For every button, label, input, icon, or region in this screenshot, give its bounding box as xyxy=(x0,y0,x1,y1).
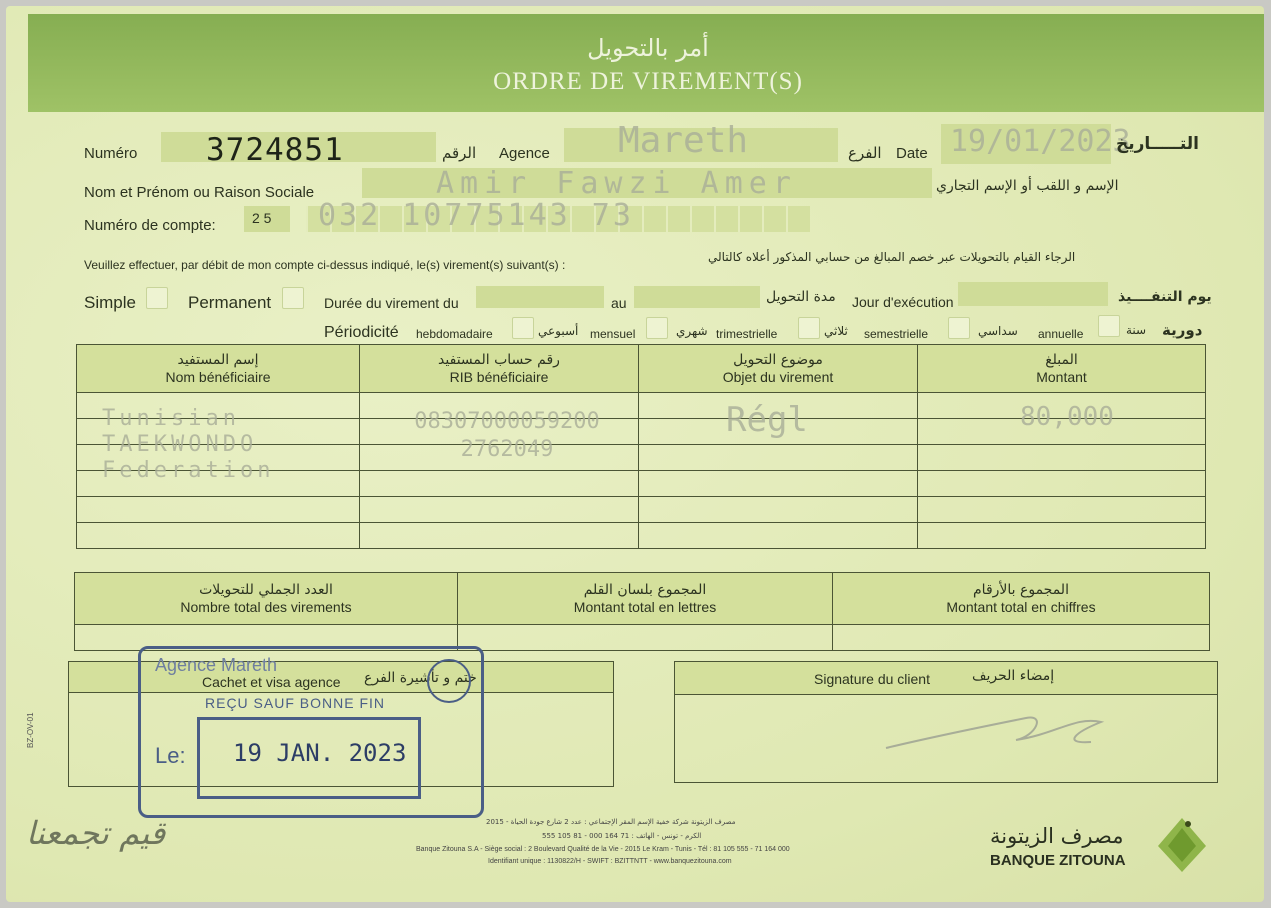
period-hebdo-checkbox[interactable] xyxy=(512,317,534,339)
period-sem-label: semestrielle xyxy=(864,327,929,341)
header-band xyxy=(28,14,1264,112)
table-row xyxy=(77,497,1206,523)
stamp-seal xyxy=(427,659,471,703)
period-annuelle-checkbox[interactable] xyxy=(1098,315,1120,337)
stamp-le: Le: xyxy=(155,743,186,768)
periodicite-label: Périodicité xyxy=(324,324,399,341)
period-hebdo-arabic: أسبوعي xyxy=(538,324,579,338)
nom-handwritten: Amir Fawzi Amer xyxy=(436,166,797,201)
stamp-date: 19 JAN. 2023 xyxy=(233,739,407,767)
period-annuelle-arabic: سنة xyxy=(1126,323,1147,337)
period-mensuel-label: mensuel xyxy=(590,327,636,341)
period-trim-checkbox[interactable] xyxy=(798,317,820,339)
table-row xyxy=(77,523,1206,549)
agence-handwritten: Mareth xyxy=(618,120,749,161)
period-trim-arabic: ثلاثي xyxy=(824,324,848,338)
zitouna-logo-icon xyxy=(1154,814,1210,876)
signature-arabic: إمضاء الحريف xyxy=(972,668,1055,684)
title-arabic: أمر بالتحويل xyxy=(587,34,709,62)
date-handwritten: 19/01/2023 xyxy=(950,124,1131,159)
compte-prefix: 2 5 xyxy=(252,210,272,226)
periodicite-arabic: دورية xyxy=(1162,321,1203,339)
date-arabic: التـــــاريخ xyxy=(1116,134,1200,154)
objet-handwritten: Régl xyxy=(726,400,808,440)
jour-label: Jour d'exécution xyxy=(852,294,954,310)
nom-label: Nom et Prénom ou Raison Sociale xyxy=(84,184,315,201)
instruction-french: Veuillez effectuer, par débit de mon compte ci-dessus indiqué, le(s) virement(s) suivant(s) : xyxy=(84,258,566,272)
instruction-arabic: الرجاء القيام بالتحويلات عبر خصم المبالغ من حسابي المذكور أعلاه كالتالي xyxy=(708,250,1076,264)
period-sem-checkbox[interactable] xyxy=(948,317,970,339)
period-mensuel-checkbox[interactable] xyxy=(646,317,668,339)
period-sem-arabic: سداسي xyxy=(978,324,1018,338)
header-nombre-total: العدد الجملي للتحويلات Nombre total des virements xyxy=(75,573,458,625)
header-objet: موضوع التحويل Objet du virement xyxy=(639,345,918,393)
footer-line3: Banque Zitouna S.A - Siège social : 2 Boulevard Qualité de la Vie - 2015 Le Kram - Tunis - Tél : 81 105 555 - 71 164 000 xyxy=(416,846,790,853)
title-french: ORDRE DE VIREMENT(S) xyxy=(493,68,803,95)
jour-field[interactable] xyxy=(958,282,1108,306)
cachet-arabic: ختم و تأشيرة الفرع xyxy=(364,670,477,686)
duree-from-field[interactable] xyxy=(476,286,604,308)
numero-label: Numéro xyxy=(84,145,138,162)
footer-line4: Identifiant unique : 1130822/H - SWIFT : BZITTNTT - www.banquezitouna.com xyxy=(488,858,732,865)
agency-stamp xyxy=(138,646,484,818)
nom-arabic: الإسم و اللقب أو الإسم التجاري xyxy=(936,178,1119,194)
signature-label: Signature du client xyxy=(814,671,930,687)
simple-label: Simple xyxy=(84,293,136,312)
header-montant: المبلغ Montant xyxy=(918,345,1206,393)
permanent-checkbox[interactable] xyxy=(282,287,304,309)
stamp-agency: Agence Mareth xyxy=(155,655,278,675)
transfer-order-form xyxy=(6,6,1264,902)
simple-checkbox[interactable] xyxy=(146,287,168,309)
date-label: Date xyxy=(896,145,928,162)
stamp-recu: REÇU SAUF BONNE FIN xyxy=(205,695,386,711)
totals-table xyxy=(74,572,1210,651)
compte-label: Numéro de compte: xyxy=(84,217,216,234)
brand-french: BANQUE ZITOUNA xyxy=(990,852,1126,869)
beneficiary-rib-handwritten: 08307000059200 2762049 xyxy=(414,409,600,462)
client-signature-scribble xyxy=(876,696,1116,766)
duree-to-field[interactable] xyxy=(634,286,760,308)
period-hebdo-label: hebdomadaire xyxy=(416,327,493,341)
header-montant-chiffres: المجموع بالأرقام Montant total en chiffres xyxy=(833,573,1210,625)
jour-arabic: يوم التنفــــيذ xyxy=(1118,289,1212,305)
numero-arabic: الرقم xyxy=(442,144,477,162)
period-annuelle-label: annuelle xyxy=(1038,327,1084,341)
montant-handwritten: 80,000 xyxy=(1020,402,1114,432)
period-mensuel-arabic: شهري xyxy=(676,324,708,338)
brand-arabic: مصرف الزيتونة xyxy=(990,824,1124,848)
duree-arabic: مدة التحويل xyxy=(766,289,836,305)
header-montant-lettres: المجموع بلسان القلم Montant total en lettres xyxy=(458,573,833,625)
footer-line1: مصرف الزيتونة شركة خفية الإسم المقر الإجتماعي : عدد 2 شارع جودة الحياة - 2015 xyxy=(486,818,736,826)
duree-label: Durée du virement du xyxy=(324,295,459,311)
header-rib: رقم حساب المستفيد RIB bénéficiaire xyxy=(360,345,639,393)
side-code: BZ-OV-01 xyxy=(26,712,35,748)
period-trim-label: trimestrielle xyxy=(716,327,778,341)
signature-header xyxy=(675,662,1217,695)
compte-handwritten: 032 10775143 73 xyxy=(318,198,634,233)
numero-value: 3724851 xyxy=(206,132,344,168)
agence-arabic: الفرع xyxy=(848,144,882,162)
footer-line2: الكرم - تونس - الهاتف : 71 164 000 - 81 105 555 xyxy=(542,832,702,840)
agence-label: Agence xyxy=(499,145,550,162)
header-nom: إسم المستفيد Nom bénéficiaire xyxy=(77,345,360,393)
au-label: au xyxy=(611,295,627,311)
cachet-label: Cachet et visa agence xyxy=(202,674,341,690)
permanent-label: Permanent xyxy=(188,293,272,312)
beneficiary-name-handwritten: Tunisian TAEKWONDO Federation xyxy=(102,406,275,483)
slogan-calligraphy: قيم تجمعنا xyxy=(26,814,166,852)
